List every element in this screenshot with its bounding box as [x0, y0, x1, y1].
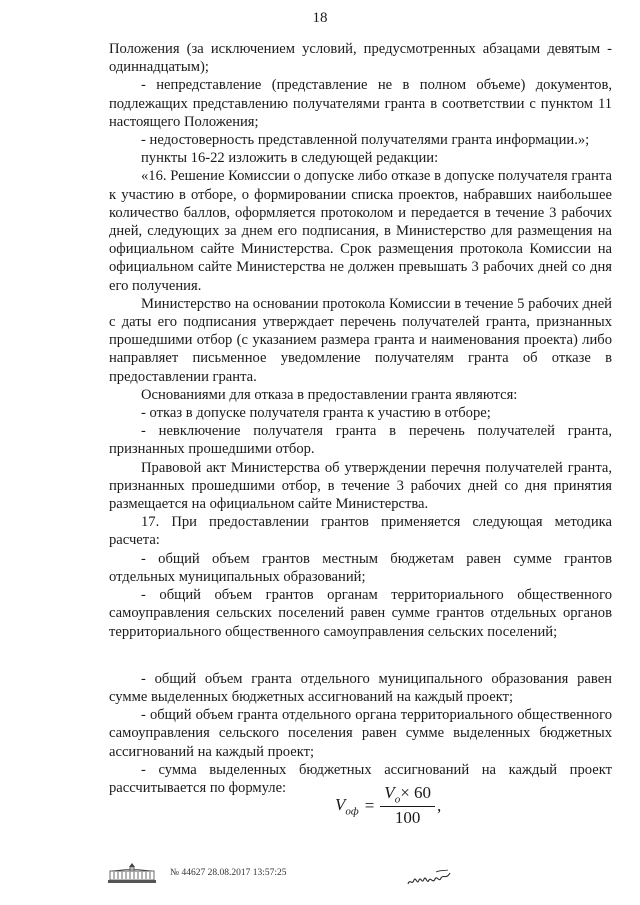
footer: [106, 861, 286, 885]
paragraph: - недостоверность представленной получателями гранта информации.»;: [141, 132, 590, 149]
paragraph: - непредставление (представление не в полном объеме) документов, подлежащих представлению получателями гранта в соответствии с пунктом 11 настоящего Положения;: [109, 77, 612, 130]
paragraph: - отказ в допуске получателя гранта к участию в отборе;: [141, 405, 491, 422]
paragraph: - общий объем грантов местным бюджетам равен сумме грантов отдельных муниципальных образований;: [109, 550, 612, 585]
formula-lhs: [335, 795, 359, 817]
formula-fraction: [380, 783, 435, 828]
paragraph: - общий объем гранта отдельного муниципального образования равен сумме выделенных бюджетных ассигнований на каждый проект;: [109, 670, 612, 705]
paragraph: Основаниями для отказа в предоставлении гранта являются:: [141, 386, 518, 403]
paragraph: - сумма выделенных бюджетных ассигнований на каждый проект рассчитывается по формуле:: [109, 761, 612, 796]
formula-num-sub: о: [394, 793, 401, 806]
paragraph: Правовой акт Министерства об утверждении перечня получателей гранта, признанных прошедшими отбор, в течение 3 рабочих дней со дня принятия размещается на официальном сайте Министерства.: [109, 459, 612, 513]
formula: [335, 783, 441, 828]
formula-num-var: V: [384, 783, 395, 802]
formula-comma: ,: [437, 795, 442, 815]
formula-num-rest: × 60: [400, 783, 432, 802]
handwritten-signature: [406, 868, 454, 890]
paragraph: - общий объем грантов органам территориального общественного самоуправления сельских поселений равен сумме грантов отдельных органов территориального общественного самоуправления сельских поселений;: [109, 587, 612, 640]
building-emblem-icon: [106, 861, 158, 885]
blank-space: [109, 641, 612, 670]
paragraph: 17. При предоставлении грантов применяется следующая методика расчета:: [109, 514, 612, 549]
formula-equals: =: [364, 795, 375, 815]
page-number: 18: [312, 10, 328, 26]
paragraph: - невключение получателя гранта в перечень получателей гранта, признанных прошедшими отбор.: [109, 423, 612, 458]
paragraph: Положения (за исключением условий, предусмотренных абзацами девятым - одиннадцатым);: [109, 41, 612, 76]
formula-lhs-sub: оф: [345, 804, 359, 817]
formula-lhs-var: V: [335, 794, 346, 814]
paragraph: пункты 16-22 изложить в следующей редакции:: [141, 150, 439, 167]
formula-denominator: 100: [394, 808, 421, 828]
document-body: [109, 40, 612, 797]
formula-numerator: [380, 783, 435, 807]
paragraph: «16. Решение Комиссии о допуске либо отказе в допуске получателя гранта к участию в отборе, о формировании списка проектов, набравших наибольшее количество баллов, оформляется протоколом и передается в течение 3 рабочих дней, следующих за днем его подписания, в Министерство для размещения на официальном сайте Министерства. Срок размещения протокола Комиссии на официальном сайте Министерства не должен превышать 3 рабочих дней со дня его получения.: [109, 168, 612, 294]
paragraph: - общий объем гранта отдельного органа территориального общественного самоуправления сельского поселения равен сумме выделенных бюджетных ассигнований на каждый проект;: [109, 707, 612, 760]
document-registration-number: № 44627 28.08.2017 13:57:25: [170, 868, 287, 878]
paragraph: Министерство на основании протокола Комиссии в течение 5 рабочих дней с даты его подписания утверждает перечень получателей гранта, признанных прошедшими отбор (с указанием размера гранта и наименования проекта) либо направляет письменное уведомление получателям гранта об отказе в предоставлении гранта.: [109, 295, 612, 385]
